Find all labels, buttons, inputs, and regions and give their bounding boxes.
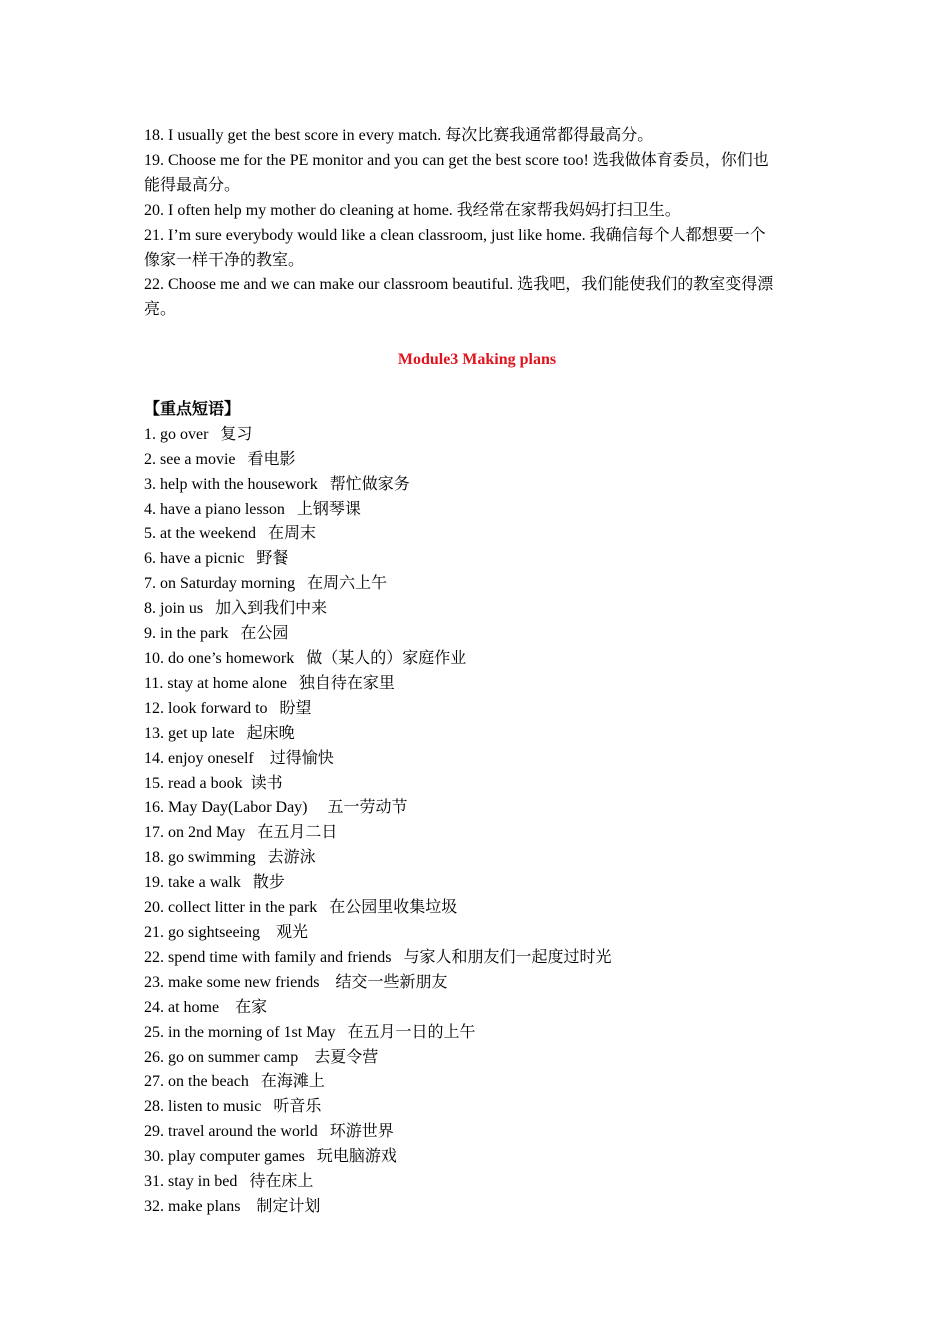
phrase-item: 22. spend time with family and friends 与家人和朋友们一起度过时光 bbox=[144, 948, 612, 966]
sentence-line: 像家一样干净的教室。 bbox=[144, 251, 305, 269]
phrase-item: 7. on Saturday morning 在周六上午 bbox=[144, 575, 388, 593]
phrase-item: 17. on 2nd May 在五月二日 bbox=[144, 824, 338, 842]
phrase-item: 26. go on summer camp 去夏令营 bbox=[144, 1048, 379, 1066]
phrase-item: 25. in the morning of 1st May 在五月一日的上午 bbox=[144, 1023, 476, 1041]
phrase-item: 8. join us 加入到我们中来 bbox=[144, 600, 328, 618]
sentence-line: 能得最高分。 bbox=[144, 176, 241, 194]
phrase-item: 9. in the park 在公园 bbox=[144, 625, 289, 643]
phrase-item: 23. make some new friends 结交一些新朋友 bbox=[144, 973, 448, 991]
phrase-item: 30. play computer games 玩电脑游戏 bbox=[144, 1148, 397, 1166]
phrase-item: 2. see a movie 看电影 bbox=[144, 450, 296, 468]
phrase-item: 16. May Day(Labor Day) 五一劳动节 bbox=[144, 799, 408, 817]
phrase-item: 5. at the weekend 在周末 bbox=[144, 525, 316, 543]
phrase-item: 13. get up late 起床晚 bbox=[144, 724, 295, 742]
phrases-heading: 【重点短语】 bbox=[144, 400, 241, 418]
sentence-line: 21. I’m sure everybody would like a clean classroom, just like home. 我确信每个人都想要一个 bbox=[144, 226, 766, 244]
phrase-item: 18. go swimming 去游泳 bbox=[144, 849, 316, 867]
phrase-item: 19. take a walk 散步 bbox=[144, 874, 285, 892]
blank-line bbox=[144, 373, 810, 398]
phrase-item: 6. have a picnic 野餐 bbox=[144, 550, 289, 568]
phrase-item: 14. enjoy oneself 过得愉快 bbox=[144, 749, 334, 767]
module-title: Module3 Making plans bbox=[397, 351, 557, 369]
document-page bbox=[144, 124, 810, 1220]
phrase-item: 27. on the beach 在海滩上 bbox=[144, 1073, 325, 1091]
phrase-item: 21. go sightseeing 观光 bbox=[144, 923, 308, 941]
phrase-item: 28. listen to music 听音乐 bbox=[144, 1098, 322, 1116]
phrase-item: 24. at home 在家 bbox=[144, 998, 268, 1016]
sentence-line: 20. I often help my mother do cleaning at home. 我经常在家帮我妈妈打扫卫生。 bbox=[144, 201, 681, 219]
phrase-item: 10. do one’s homework 做（某人的）家庭作业 bbox=[144, 650, 467, 667]
phrase-item: 12. look forward to 盼望 bbox=[144, 699, 312, 717]
blank-line bbox=[144, 323, 810, 348]
sentence-line: 19. Choose me for the PE monitor and you can get the best score too! 选我做体育委员，你们也 bbox=[144, 151, 769, 169]
sentence-block bbox=[144, 124, 810, 323]
sentence-line: 22. Choose me and we can make our classroom beautiful. 选我吧，我们能使我们的教室变得漂 bbox=[144, 276, 774, 294]
phrase-item: 11. stay at home alone 独自待在家里 bbox=[144, 674, 395, 692]
phrase-item: 20. collect litter in the park 在公园里收集垃圾 bbox=[144, 899, 458, 917]
phrase-list bbox=[144, 423, 810, 1220]
phrase-item: 1. go over 复习 bbox=[144, 425, 253, 443]
phrase-item: 4. have a piano lesson 上钢琴课 bbox=[144, 500, 361, 518]
phrase-item: 3. help with the housework 帮忙做家务 bbox=[144, 475, 410, 493]
phrase-item: 29. travel around the world 环游世界 bbox=[144, 1123, 394, 1141]
phrase-item: 31. stay in bed 待在床上 bbox=[144, 1173, 314, 1191]
sentence-line: 亮。 bbox=[144, 301, 177, 319]
phrase-item: 32. make plans 制定计划 bbox=[144, 1197, 321, 1215]
phrase-item: 15. read a book 读书 bbox=[144, 774, 283, 792]
sentence-line: 18. I usually get the best score in every match. 每次比赛我通常都得最高分。 bbox=[144, 127, 654, 144]
